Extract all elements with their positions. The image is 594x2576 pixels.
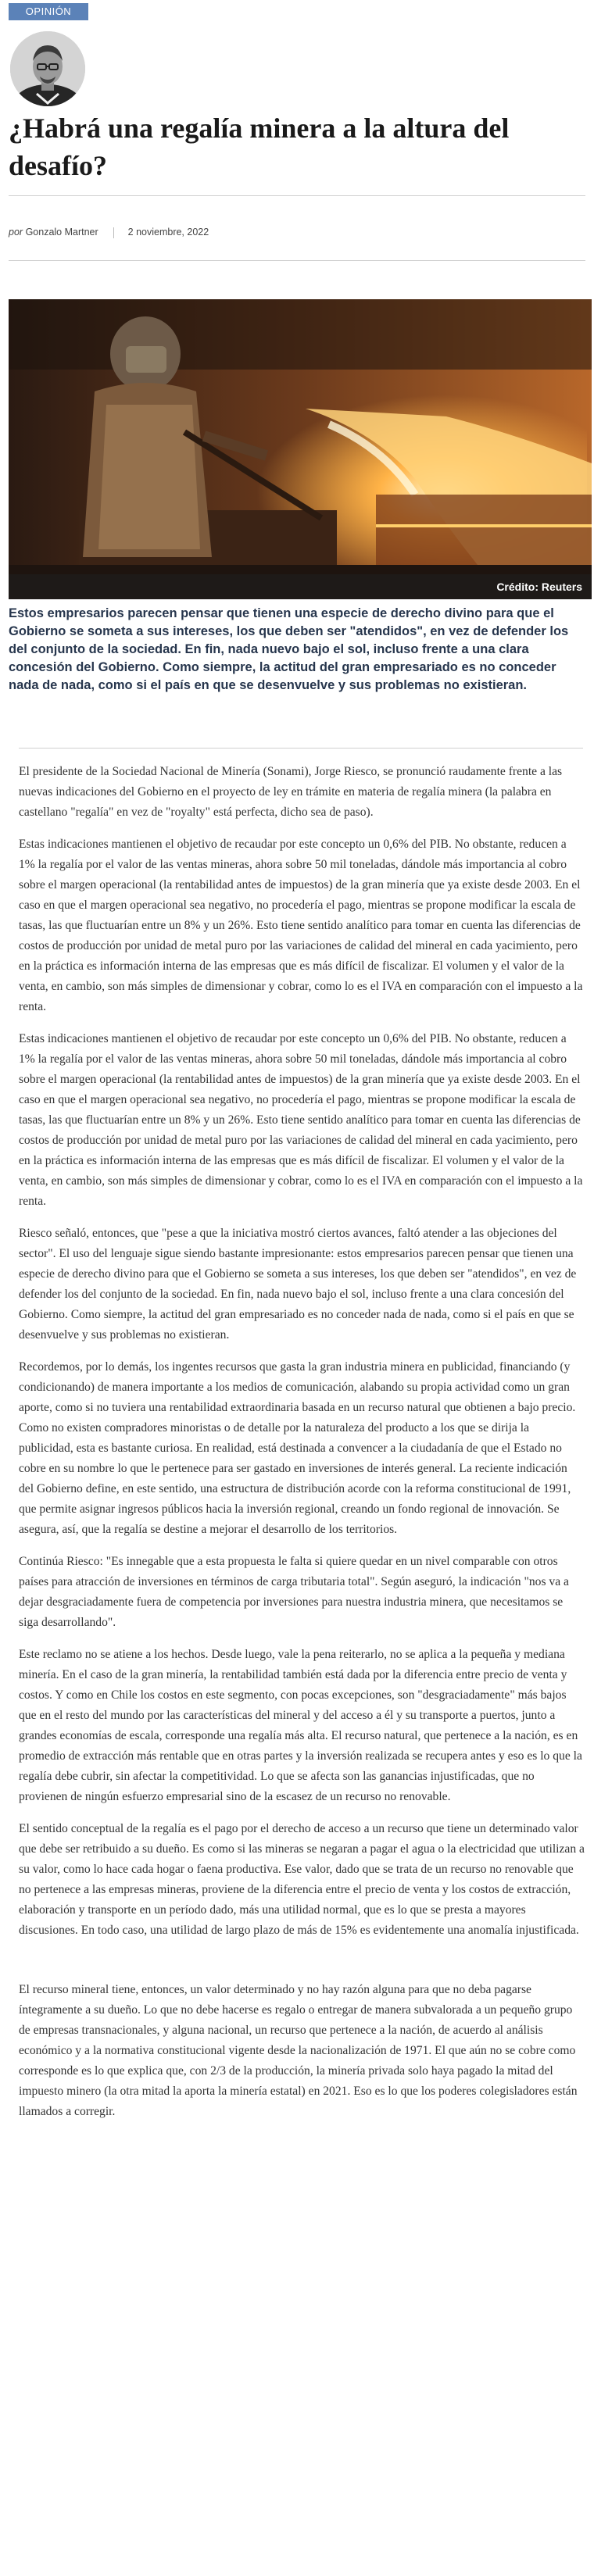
article-title: ¿Habrá una regalía minera a la altura del desafío? <box>9 113 510 181</box>
hero-image <box>9 299 592 599</box>
body-paragraph: El sentido conceptual de la regalía es el pago por el derecho de acceso a un recurso que tiene un determinado valor que debe ser retribuido a su dueño. Es como si las mineras se negaran a pagar el agua o la electricidad que utilizan a su valor, como lo hace cada hogar o faena productiva. Ese valor, dado que se trata de un recurso no renovable que no pertenece a las empresas mineras, proviene de la diferencia entre el precio de venta y los costos de extracción, elaboración y transporte en un período dado, más una utilidad normal, que es lo que se presta a mayores discusiones. En todo caso, una utilidad de largo plazo de más de 15% es evidentemente una anomalía injustificada. <box>19 1822 585 1937</box>
article-lead: Estos empresarios parecen pensar que tienen una especie de derecho divino para que el Gobierno se someta a sus intereses, los que deben ser "atendidos", en vez de defender los del conjunto de la sociedad. En fin, nada nuevo bajo el sol, incluso frente a una clara concesión del Gobierno. Como siempre, la actitud del gran empresariado es no conceder nada de nada, como si el país en que se desenvuelve y sus problemas no existieran. <box>9 606 569 692</box>
body-paragraph: Riesco señaló, entonces, que "pese a que la iniciativa mostró ciertos avances, faltó atender a las objeciones del sector". El uso del lenguaje sigue siendo bastante impresionante: estos empresarios parecen pensar que tienen una especie de derecho divino para que el Gobierno se someta a sus intereses, los que deben ser "atendidos", en vez de defender los del conjunto de la sociedad. En fin, nada nuevo bajo el sol, incluso frente a una clara concesión del Gobierno. Como siempre, la actitud del gran empresariado es no conceder nada de nada, como si el país en que se desenvuelve y sus problemas no existieran. <box>19 1227 577 1342</box>
title-divider <box>9 195 585 196</box>
byline-divider <box>9 260 585 261</box>
body-paragraph: El recurso mineral tiene, entonces, un valor determinado y no hay razón alguna para que no deba pagarse íntegramente a su dueño. Lo que no debe hacerse es regalo o entregar de manera subvalorada a un pequeño grupo de empresas transnacionales, y alguna nacional, un recurso que pertenece a la nación, de acuerdo al análisis económico y a la normativa constitucional vigente desde la nacionalización de 1971. El que aún no se cobre como corresponde es lo que explica que, con 2/3 de la producción, la minería privada solo haya pagado la mitad del impuesto minero (la otra mitad la aporta la minería estatal) en 2021. Eso es lo que los poderes colegisladores están llamados a corregir. <box>19 1983 578 2118</box>
image-credit: Crédito: Reuters <box>9 574 592 599</box>
publish-date: 2 noviembre, 2022 <box>127 227 209 238</box>
body-paragraph: Estas indicaciones mantienen el objetivo de recaudar por este concepto un 0,6% del PIB. No obstante, reducen a 1% la regalía por el valor de las ventas mineras, ahora sobre 50 mil toneladas, dándole más importancia al cobro sobre el margen operacional (la rentabilidad antes de impuestos) de la gran minería que ya existe desde 2003. En el caso en que el margen operacional sea negativo, no procedería el pago, mientras se propone modificar la escala de tasas, las que fluctuarían entre un 8% y un 26%. Esto tiene sentido analítico para tomar en cuenta las diferencias de costos de producción por unidad de metal puro por las variaciones de calidad del mineral en cada yacimiento, pero en la práctica es información interna de las empresas que es más difícil de fiscalizar. El volumen y el valor de la venta, en cambio, son más simples de dimensionar y cobrar, como lo es el IVA en comparación con el impuesto a la renta. <box>19 838 583 1013</box>
byline-prefix: por <box>9 227 23 238</box>
section-tag[interactable]: OPINIÓN <box>9 3 88 20</box>
author-portrait <box>10 31 85 106</box>
author-link[interactable]: Gonzalo Martner <box>25 227 98 238</box>
body-paragraph: Este reclamo no se atiene a los hechos. Desde luego, vale la pena reiterarlo, no se aplica a la pequeña y mediana minería. En el caso de la gran minería, la rentabilidad también está dada por la diferencia entre precio de venta y costos. Y como en Chile los costos en este segmento, con pocas excepciones, son "desgraciadamente" más bajos que en el resto del mundo por las características del mineral y del acceso a él y su transporte a puertos, junto a grandes economías de escala, corresponde una regalía más alta. El recurso natural, que pertenece a la nación, es en promedio de extracción más rentable que en otras partes y la inversión realizada se recupera antes y eso es lo que la regalía debe cubrir, sin afectar la competitividad. Lo que se afecta son las ganancias injustificadas, que no provienen de ningún esfuerzo empresarial sino de la escasez de un recurso no renovable. <box>19 1648 582 1803</box>
byline-separator <box>113 227 114 238</box>
article-body <box>19 762 585 2134</box>
foundry-worker-illustration <box>9 299 592 599</box>
body-paragraph: Recordemos, por lo demás, los ingentes recursos que gasta la gran industria minera en publicidad, financiando (y condicionando) de manera importante a los medios de comunicación, alabando su propia actividad como un gran aporte, como si no tuviera una rentabilidad extraordinaria basada en un recurso natural que obtienen a bajo precio. Como no existen compradores minoristas o de detalle por la naturaleza del producto a los que se dirija la publicidad, esta es bastante curiosa. En realidad, está destinada a convencer a la ciudadanía de que el Estado no cobre en su nombre lo que le pertenece para ser gastado en inversiones de interés general. La reciente indicación del Gobierno define, en este sentido, una estructura de distribución acorde con la reforma constitucional de 1991, que permite asignar ingresos públicos hacia la inversión regional, creando un fondo regional de innovación. Se asegura, así, que la regalía se destine a mejorar el desarrollo de los territorios. <box>19 1360 576 1536</box>
body-paragraph: Estas indicaciones mantienen el objetivo de recaudar por este concepto un 0,6% del PIB. No obstante, reducen a 1% la regalía por el valor de las ventas mineras, ahora sobre 50 mil toneladas, dándole más importancia al cobro sobre el margen operacional (la rentabilidad antes de impuestos) de la gran minería que ya existe desde 2003. En el caso en que el margen operacional sea negativo, no procedería el pago, mientras se propone modificar la escala de tasas, las que fluctuarían entre un 8% y un 26%. Esto tiene sentido analítico para tomar en cuenta las diferencias de costos de producción por unidad de metal puro por las variaciones de calidad del mineral en cada yacimiento, pero en la práctica es información interna de las empresas que es más difícil de fiscalizar. El volumen y el valor de la venta, en cambio, son más simples de dimensionar y cobrar, como lo es el IVA en comparación con el impuesto a la renta. <box>19 1032 583 1208</box>
byline <box>9 227 209 238</box>
lead-divider <box>19 748 583 749</box>
body-paragraph: Continúa Riesco: "Es innegable que a esta propuesta le falta si quiere quedar en un nivel comparable con otros países para atracción de inversiones en términos de carga tributaria total". Según aseguró, la indicación "nos va a dejar desgraciadamente fuera de competencia por inversiones para nuestra industria minera, que necesitamos se siga desarrollando". <box>19 1555 569 1629</box>
body-paragraph: El presidente de la Sociedad Nacional de Minería (Sonami), Jorge Riesco, se pronunció raudamente frente a las nuevas indicaciones del Gobierno en el proyecto de ley en trámite en materia de regalía minera (la palabra en castellano "regalía" en vez de "royalty" está perfecta, dicho sea de paso). <box>19 765 563 819</box>
author-avatar[interactable] <box>10 31 85 106</box>
